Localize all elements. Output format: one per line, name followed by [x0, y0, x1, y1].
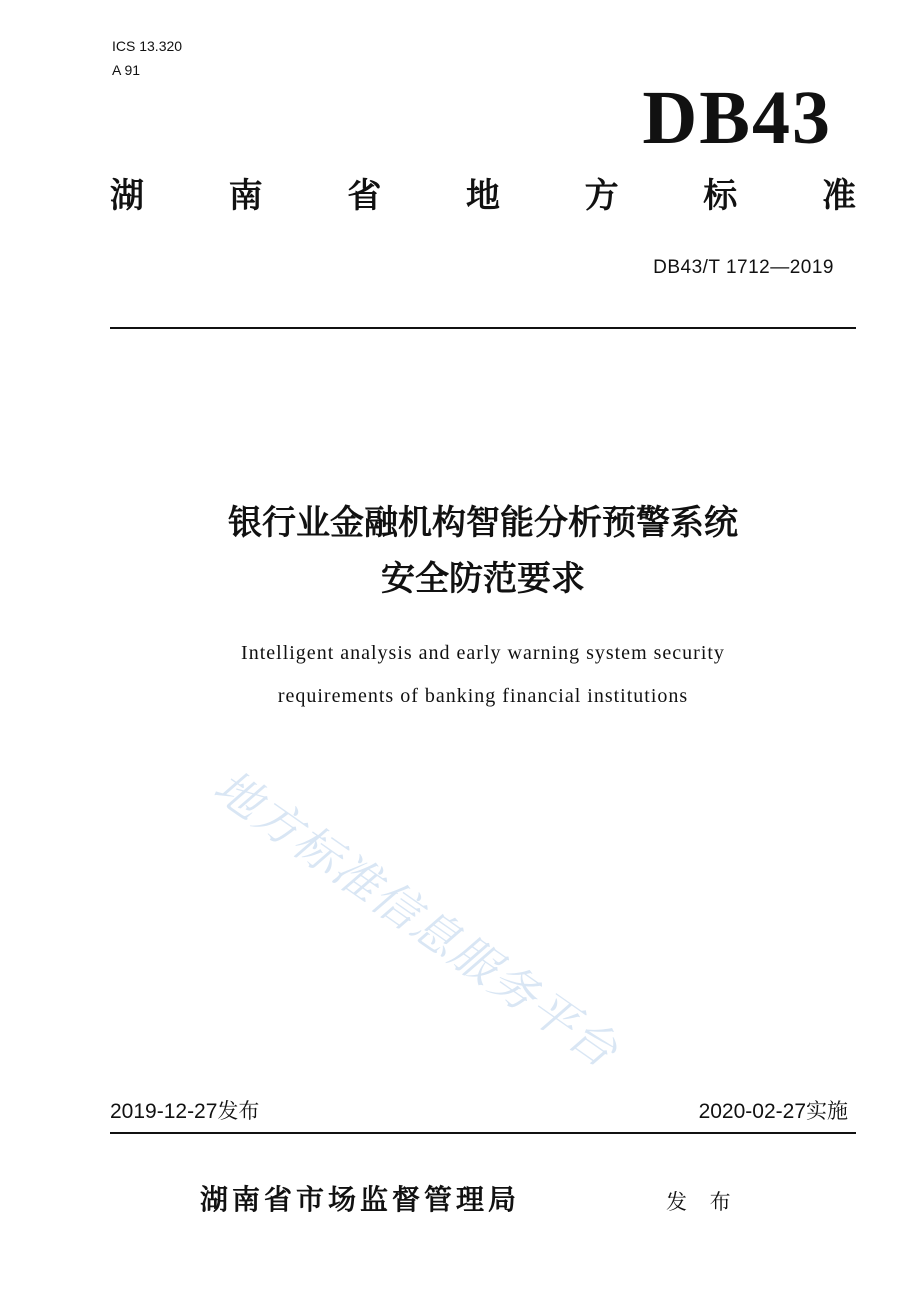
implementation-date: 2020-02-27实施 — [698, 1100, 848, 1123]
standard-type-char: 标 — [703, 176, 738, 216]
bottom-divider — [110, 1132, 856, 1134]
standard-number: DB43/T 1712—2019 — [653, 257, 834, 278]
issue-label: 发 布 — [666, 1190, 739, 1214]
standard-type-char: 南 — [228, 176, 263, 216]
standard-type-heading — [110, 174, 856, 218]
title-zh-line1: 银行业金融机构智能分析预警系统 — [228, 503, 738, 543]
standard-type-char: 湖 — [110, 176, 144, 216]
publication-date: 2019-12-27发布 — [110, 1100, 260, 1123]
watermark: 地方标准信息服务平台 — [204, 758, 629, 1079]
standard-type-char: 地 — [465, 176, 500, 216]
standard-type-char: 省 — [347, 176, 382, 216]
title-en-line1: Intelligent analysis and early warning system security — [241, 642, 725, 664]
standard-type-char: 方 — [584, 176, 619, 216]
standard-type-char: 准 — [821, 176, 856, 216]
db-code-logo: DB43 — [642, 76, 832, 160]
title-en-line2: requirements of banking financial institutions — [277, 685, 689, 707]
title-zh-line2: 安全防范要求 — [381, 559, 585, 599]
ics-code: ICS 13.320 — [112, 38, 183, 54]
issuing-authority: 湖南省市场监督管理局 — [200, 1183, 521, 1216]
top-divider — [110, 327, 856, 329]
ccs-code: A 91 — [112, 62, 141, 78]
